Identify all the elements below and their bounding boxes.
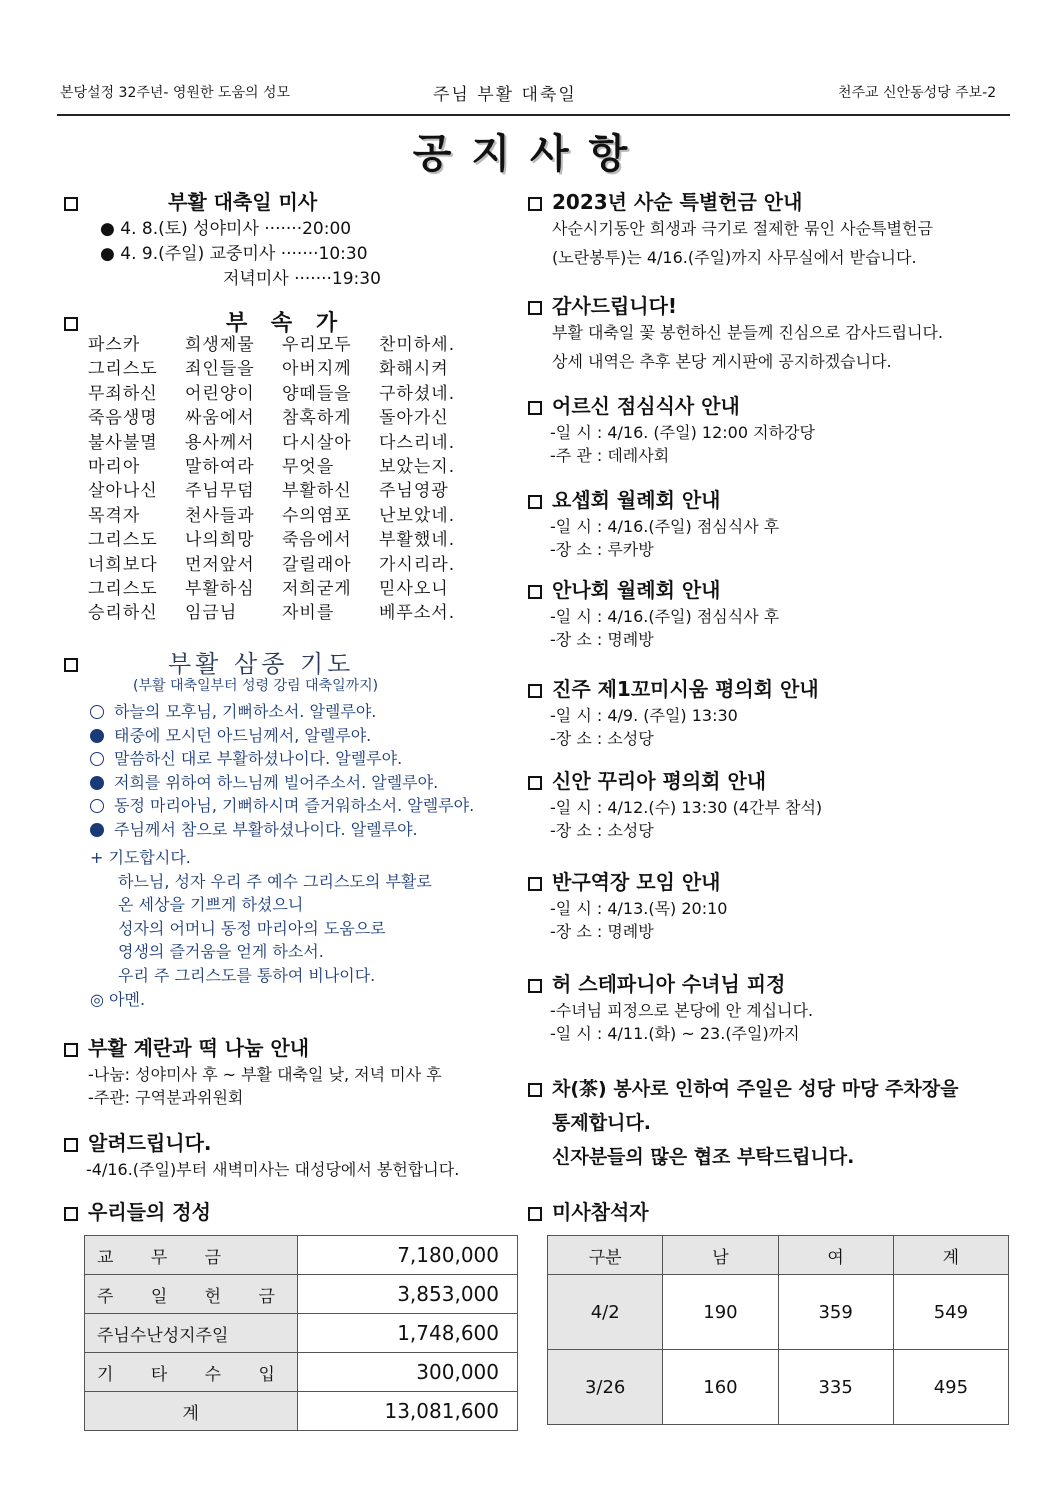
prayer-closing-line: 성자의 어머니 동정 마리아의 도움으로 (118, 918, 386, 938)
hymn-phrase: 구하셨네. (379, 383, 456, 404)
easter-mass-line: 저녁미사 ·······19:30 (223, 269, 381, 289)
checkbox-icon (528, 585, 542, 599)
offering-value: 300,000 (298, 1353, 518, 1392)
prayer-line (90, 818, 474, 842)
egg-rice-line: -주관: 구역분과위원회 (88, 1088, 244, 1107)
attendance-header-cell: 남 (663, 1236, 778, 1275)
easter-mass-line: ● 4. 8.(토) 성야미사 ·······20:00 (100, 219, 352, 239)
hymn-phrase: 마리아 (88, 456, 141, 477)
prayer-line (90, 747, 474, 771)
hymn-row (88, 504, 476, 528)
prayer-text: 저희를 위하여 하느님께 빌어주소서. 알렐루야. (114, 772, 439, 792)
prayer-line (90, 794, 474, 818)
prayer-line (90, 700, 474, 724)
attendance-header-row (548, 1236, 1009, 1275)
hymn-phrase: 다시살아 (282, 432, 352, 453)
checkbox-icon (528, 495, 542, 509)
notice-section-heading: 안나회 월례회 안내 (528, 574, 721, 603)
notice-section-heading: 감사드립니다! (528, 290, 677, 319)
hymn-row (88, 431, 476, 455)
hymn-phrase: 양떼들을 (282, 383, 352, 404)
hymn-phrase: 나의희망 (185, 530, 255, 551)
hymn-phrase: 승리하신 (88, 603, 158, 624)
hymn-phrase: 너희보다 (88, 554, 158, 575)
checkbox-icon (64, 197, 78, 211)
hymn-phrase: 아버지께 (282, 359, 352, 380)
hymn-phrase: 무엇을 (282, 456, 335, 477)
offering-label: 교 무 금 (85, 1236, 298, 1275)
hymn-phrase: 목격자 (88, 505, 141, 526)
notice-section-line: -장 소 : 명례방 (550, 630, 654, 649)
offering-label: 주님수난성지주일 (85, 1314, 298, 1353)
prayer-closing-line: 우리 주 그리스도를 통하여 비나이다. (118, 965, 376, 985)
notice-section-heading: 요셉회 월례회 안내 (528, 484, 721, 513)
prayer-subtitle: (부활 대축일부터 성령 강림 대축일까지) (133, 678, 379, 694)
notice-section-line: -일 시 : 4/13.(목) 20:10 (550, 899, 728, 918)
open-circle-icon (90, 752, 104, 766)
checkbox-icon (528, 979, 542, 993)
hymn-phrase: 주님무덤 (185, 481, 255, 502)
attendance-cell: 359 (778, 1275, 893, 1350)
prayer-closing (90, 846, 432, 1011)
prayer-text: 태중에 모시던 아드님께서, 알렐루야. (114, 725, 372, 745)
attendance-cell: 549 (893, 1275, 1008, 1350)
checkbox-icon (528, 1083, 542, 1097)
attendance-row (548, 1350, 1009, 1425)
hymn-row (88, 553, 476, 577)
hymn-phrase: 다스리네. (379, 432, 456, 453)
notice-section-heading: 반구역장 모임 안내 (528, 866, 721, 895)
hymn-phrase: 부활했네. (379, 530, 456, 551)
header-center: 주님 부활 대축일 (433, 85, 577, 105)
offering-value: 1,748,600 (298, 1314, 518, 1353)
checkbox-icon (64, 317, 78, 331)
hymn-phrase: 자비를 (282, 603, 335, 624)
offering-label: 주 일 헌 금 (85, 1275, 298, 1314)
notice-section-line: -일 시 : 4/16.(주일) 점심식사 후 (550, 517, 780, 536)
notice-section-line: -장 소 : 명례방 (550, 922, 654, 941)
hymn-phrase: 살아나신 (88, 481, 158, 502)
hymn-phrase: 우리모두 (282, 335, 352, 355)
page-title: 공지사항 (412, 131, 648, 177)
hymn-phrase: 화해시켜 (379, 359, 449, 380)
attendance-cell: 335 (778, 1350, 893, 1425)
hymn-phrase: 참혹하게 (282, 408, 352, 429)
filled-circle-icon (90, 776, 104, 790)
header-rule (57, 114, 1010, 116)
prayer-line (90, 771, 474, 795)
egg-rice-heading: 부활 계란과 떡 나눔 안내 (64, 1032, 309, 1061)
notice-section-line: 사순시기동안 희생과 극기로 절제한 묶인 사순특별헌금 (552, 219, 933, 238)
hymn-phrase: 싸움에서 (185, 408, 255, 429)
attendance-cell: 3/26 (548, 1350, 663, 1425)
hymn-phrase: 희생제물 (185, 335, 255, 355)
hymn-phrase: 저희굳게 (282, 578, 352, 599)
offering-value: 3,853,000 (298, 1275, 518, 1314)
notice-section-line: 상세 내역은 추후 본당 게시판에 공지하겠습니다. (552, 352, 892, 371)
hymn-phrase: 임금님 (185, 603, 238, 624)
attendance-table (547, 1235, 1009, 1425)
easter-mass-line: ● 4. 9.(주일) 교중미사 ·······10:30 (100, 244, 368, 264)
notice-line: -4/16.(주일)부터 새벽미사는 대성당에서 봉헌합니다. (86, 1160, 460, 1179)
hymn-phrase: 천사들과 (185, 505, 255, 526)
hymn-phrase: 불사불멸 (88, 432, 158, 453)
hymn-phrase: 보았는지. (379, 456, 456, 477)
offerings-table (84, 1235, 518, 1431)
hymn-phrase: 난보았네. (379, 505, 456, 526)
prayer-heading: 부활 삼종 기도 (64, 644, 354, 679)
attendance-header-cell: 구분 (548, 1236, 663, 1275)
hymn-phrase: 갈릴래아 (282, 554, 352, 575)
hymn-row (88, 406, 476, 430)
hymn-phrase: 믿사오니 (379, 578, 449, 599)
offering-value: 13,081,600 (298, 1392, 518, 1431)
notice-heading: 알려드립니다. (64, 1127, 212, 1156)
checkbox-icon (64, 1207, 78, 1221)
offering-row (85, 1314, 518, 1353)
attendance-cell: 190 (663, 1275, 778, 1350)
attendance-cell: 495 (893, 1350, 1008, 1425)
notice-section-line: -장 소 : 소성당 (550, 729, 654, 748)
offering-value: 7,180,000 (298, 1236, 518, 1275)
notice-section-line: -일 시 : 4/16. (주일) 12:00 지하강당 (550, 423, 815, 442)
notice-section-heading: 2023년 사순 특별헌금 안내 (528, 186, 802, 215)
hymn-phrase: 부활하심 (185, 578, 255, 599)
parking-line: 신자분들의 많은 협조 부탁드립니다. (552, 1146, 855, 1168)
checkbox-icon (528, 301, 542, 315)
hymn-row (88, 333, 476, 357)
offering-row (85, 1353, 518, 1392)
hymn-phrase: 죽음에서 (282, 530, 352, 551)
filled-circle-icon (90, 823, 104, 837)
hymn-phrase: 부활하신 (282, 481, 352, 502)
notice-section-line: 부활 대축일 꽃 봉헌하신 분들께 진심으로 감사드립니다. (552, 323, 944, 342)
filled-circle-icon (90, 729, 104, 743)
parking-line: 통제합니다. (552, 1112, 651, 1134)
notice-section-line: -일 시 : 4/9. (주일) 13:30 (550, 706, 738, 725)
hymn-phrase: 가시리라. (379, 554, 456, 575)
prayer-line (90, 724, 474, 748)
attendance-cell: 4/2 (548, 1275, 663, 1350)
notice-section-heading: 허 스테파니아 수녀님 피정 (528, 968, 785, 997)
notice-section-line: -주 관 : 데레사회 (550, 446, 670, 465)
hymn-phrase: 그리스도 (88, 578, 158, 599)
checkbox-icon (528, 776, 542, 790)
hymn-heading: 부 속 가 (64, 306, 345, 337)
hymn-phrase: 베푸소서. (379, 603, 456, 624)
hymn-phrase: 말하여라 (185, 456, 255, 477)
parking-heading: 차(茶) 봉사로 인하여 주일은 성당 마당 주차장을 (528, 1074, 958, 1101)
hymn-phrase: 찬미하세. (379, 335, 456, 355)
prayer-text: 동정 마리아님, 기뻐하시며 즐거워하소서. 알렐루야. (114, 796, 475, 816)
hymn-row (88, 455, 476, 479)
hymn-phrase: 주님영광 (379, 481, 449, 502)
hymn-phrase: 죄인들을 (185, 359, 255, 380)
checkbox-icon (64, 658, 78, 672)
checkbox-icon (528, 1207, 542, 1221)
notice-section-line: -수녀님 피정으로 본당에 안 계십니다. (550, 1001, 814, 1020)
offering-label: 기 타 수 입 (85, 1353, 298, 1392)
hymn-row (88, 601, 476, 625)
hymn-phrase: 돌아가신 (379, 408, 449, 429)
checkbox-icon (528, 197, 542, 211)
hymn-phrase: 용사께서 (185, 432, 255, 453)
hymn-phrase: 그리스도 (88, 530, 158, 551)
header-right: 천주교 신안동성당 주보-2 (838, 85, 997, 101)
attendance-header-cell: 여 (778, 1236, 893, 1275)
attendance-row (548, 1275, 1009, 1350)
attendance-heading: 미사참석자 (528, 1196, 649, 1225)
hymn-row (88, 528, 476, 552)
notice-section-line: -일 시 : 4/12.(수) 13:30 (4간부 참석) (550, 798, 823, 817)
offering-row (85, 1392, 518, 1431)
checkbox-icon (528, 877, 542, 891)
notice-section-line: (노란봉투)는 4/16.(주일)까지 사무실에서 받습니다. (552, 248, 917, 267)
hymn-row (88, 357, 476, 381)
checkbox-icon (528, 684, 542, 698)
hymn-row (88, 479, 476, 503)
open-circle-icon (90, 799, 104, 813)
offerings-heading: 우리들의 정성 (64, 1196, 211, 1225)
offering-row (85, 1275, 518, 1314)
hymn-phrase: 어린양이 (185, 383, 255, 404)
notice-section-line: -일 시 : 4/11.(화) ~ 23.(주일)까지 (550, 1024, 800, 1043)
offering-row (85, 1236, 518, 1275)
prayer-text: 주님께서 참으로 부활하셨나이다. 알렐루야. (114, 819, 418, 839)
hymn-phrase: 그리스도 (88, 359, 158, 380)
easter-mass-heading: 부활 대축일 미사 (64, 186, 317, 215)
checkbox-icon (64, 1138, 78, 1152)
prayer-closing-line: ◎ 아멘. (90, 989, 146, 1009)
prayer-text: 하늘의 모후님, 기뻐하소서. 알렐루야. (114, 702, 377, 721)
checkbox-icon (528, 401, 542, 415)
notice-section-heading: 신안 꾸리아 평의회 안내 (528, 765, 766, 794)
prayer-closing-line: + 기도합시다. (90, 848, 191, 867)
notice-section-heading: 진주 제1꼬미시움 평의회 안내 (528, 673, 819, 702)
attendance-cell: 160 (663, 1350, 778, 1425)
prayer-text: 말씀하신 대로 부활하셨나이다. 알렐루야. (114, 749, 403, 769)
notice-section-line: -장 소 : 루카방 (550, 540, 654, 559)
hymn-row (88, 382, 476, 406)
hymn-phrase: 죽음생명 (88, 408, 158, 429)
prayer-closing-line: 영생의 즐거움을 얻게 하소서. (118, 942, 324, 962)
prayer-lines (90, 700, 474, 842)
hymn-phrase: 수의염포 (282, 505, 352, 526)
prayer-closing-line: 온 세상을 기쁘게 하셨으니 (118, 895, 304, 915)
hymn-phrase: 먼저앞서 (185, 554, 255, 575)
checkbox-icon (64, 1043, 78, 1057)
notice-section-heading: 어르신 점심식사 안내 (528, 390, 740, 419)
open-circle-icon (90, 705, 104, 719)
hymn-row (88, 577, 476, 601)
header-left: 본당설정 32주년- 영원한 도움의 성모 (60, 85, 291, 101)
hymn-phrase: 파스카 (88, 335, 141, 355)
egg-rice-line: -나눔: 성야미사 후 ~ 부활 대축일 낮, 저녁 미사 후 (88, 1065, 442, 1084)
notice-section-line: -장 소 : 소성당 (550, 821, 654, 840)
hymn-phrase: 무죄하신 (88, 383, 158, 404)
prayer-closing-line: 하느님, 성자 우리 주 예수 그리스도의 부활로 (118, 871, 432, 891)
notice-section-line: -일 시 : 4/16.(주일) 점심식사 후 (550, 607, 780, 626)
hymn-text (88, 333, 476, 626)
attendance-header-cell: 계 (893, 1236, 1008, 1275)
offering-label: 계 (85, 1392, 298, 1431)
